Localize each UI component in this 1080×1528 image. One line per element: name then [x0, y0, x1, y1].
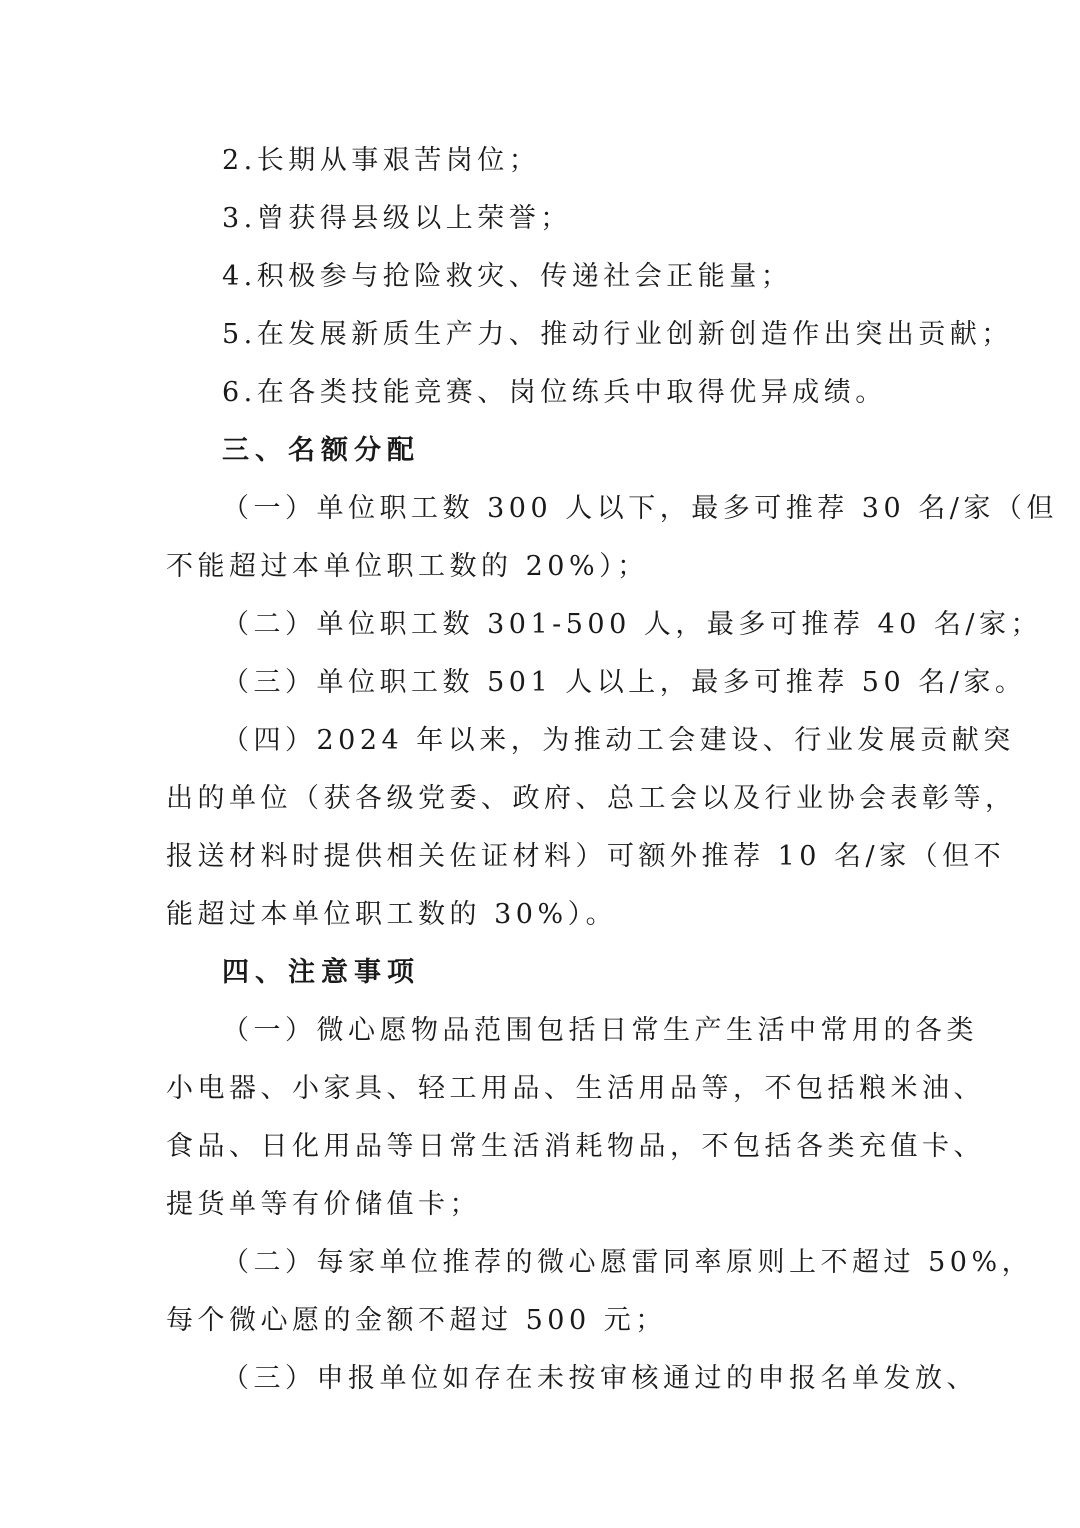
quota-item-4-line-2: 出的单位（获各级党委、政府、总工会以及行业协会表彰等，: [166, 783, 1017, 814]
notes-item-1-line-1: （一）微心愿物品范围包括日常生产生活中常用的各类: [222, 1015, 978, 1046]
criteria-item-6: 6.在各类技能竞赛、岗位练兵中取得优异成绩。: [222, 377, 887, 408]
criteria-item-5: 5.在发展新质生产力、推动行业创新创造作出突出贡献；: [222, 319, 1013, 350]
notes-item-1-line-2: 小电器、小家具、轻工用品、生活用品等，不包括粮米油、: [166, 1073, 985, 1104]
criteria-item-4: 4.积极参与抢险救灾、传递社会正能量；: [222, 261, 793, 292]
notes-item-1-line-3: 食品、日化用品等日常生活消耗物品，不包括各类充值卡、: [166, 1131, 985, 1162]
notes-item-2-line-1: （二）每家单位推荐的微心愿雷同率原则上不超过 50%，: [222, 1247, 1034, 1278]
quota-item-4-line-1: （四）2024 年以来，为推动工会建设、行业发展贡献突: [222, 725, 1015, 756]
section-heading-notes: 四、注意事项: [222, 957, 420, 988]
criteria-item-2: 2.长期从事艰苦岗位；: [222, 145, 541, 176]
section-heading-quota: 三、名额分配: [222, 435, 420, 466]
criteria-item-3: 3.曾获得县级以上荣誉；: [222, 203, 572, 234]
quota-item-1-line-2: 不能超过本单位职工数的 20%）；: [166, 551, 649, 582]
quota-item-4-line-3: 报送材料时提供相关佐证材料）可额外推荐 10 名/家（但不: [166, 841, 1006, 872]
quota-item-2: （二）单位职工数 301-500 人，最多可推荐 40 名/家；: [222, 609, 1042, 640]
quota-item-1-line-1: （一）单位职工数 300 人以下，最多可推荐 30 名/家（但: [222, 493, 1058, 524]
quota-item-4-line-4: 能超过本单位职工数的 30%）。: [166, 899, 618, 930]
notes-item-2-line-2: 每个微心愿的金额不超过 500 元；: [166, 1305, 667, 1336]
quota-item-3: （三）单位职工数 501 人以上，最多可推荐 50 名/家。: [222, 667, 1027, 698]
notes-item-1-line-4: 提货单等有价储值卡；: [166, 1189, 481, 1220]
notes-item-3-line-1: （三）申报单位如存在未按审核通过的申报名单发放、: [222, 1363, 978, 1394]
